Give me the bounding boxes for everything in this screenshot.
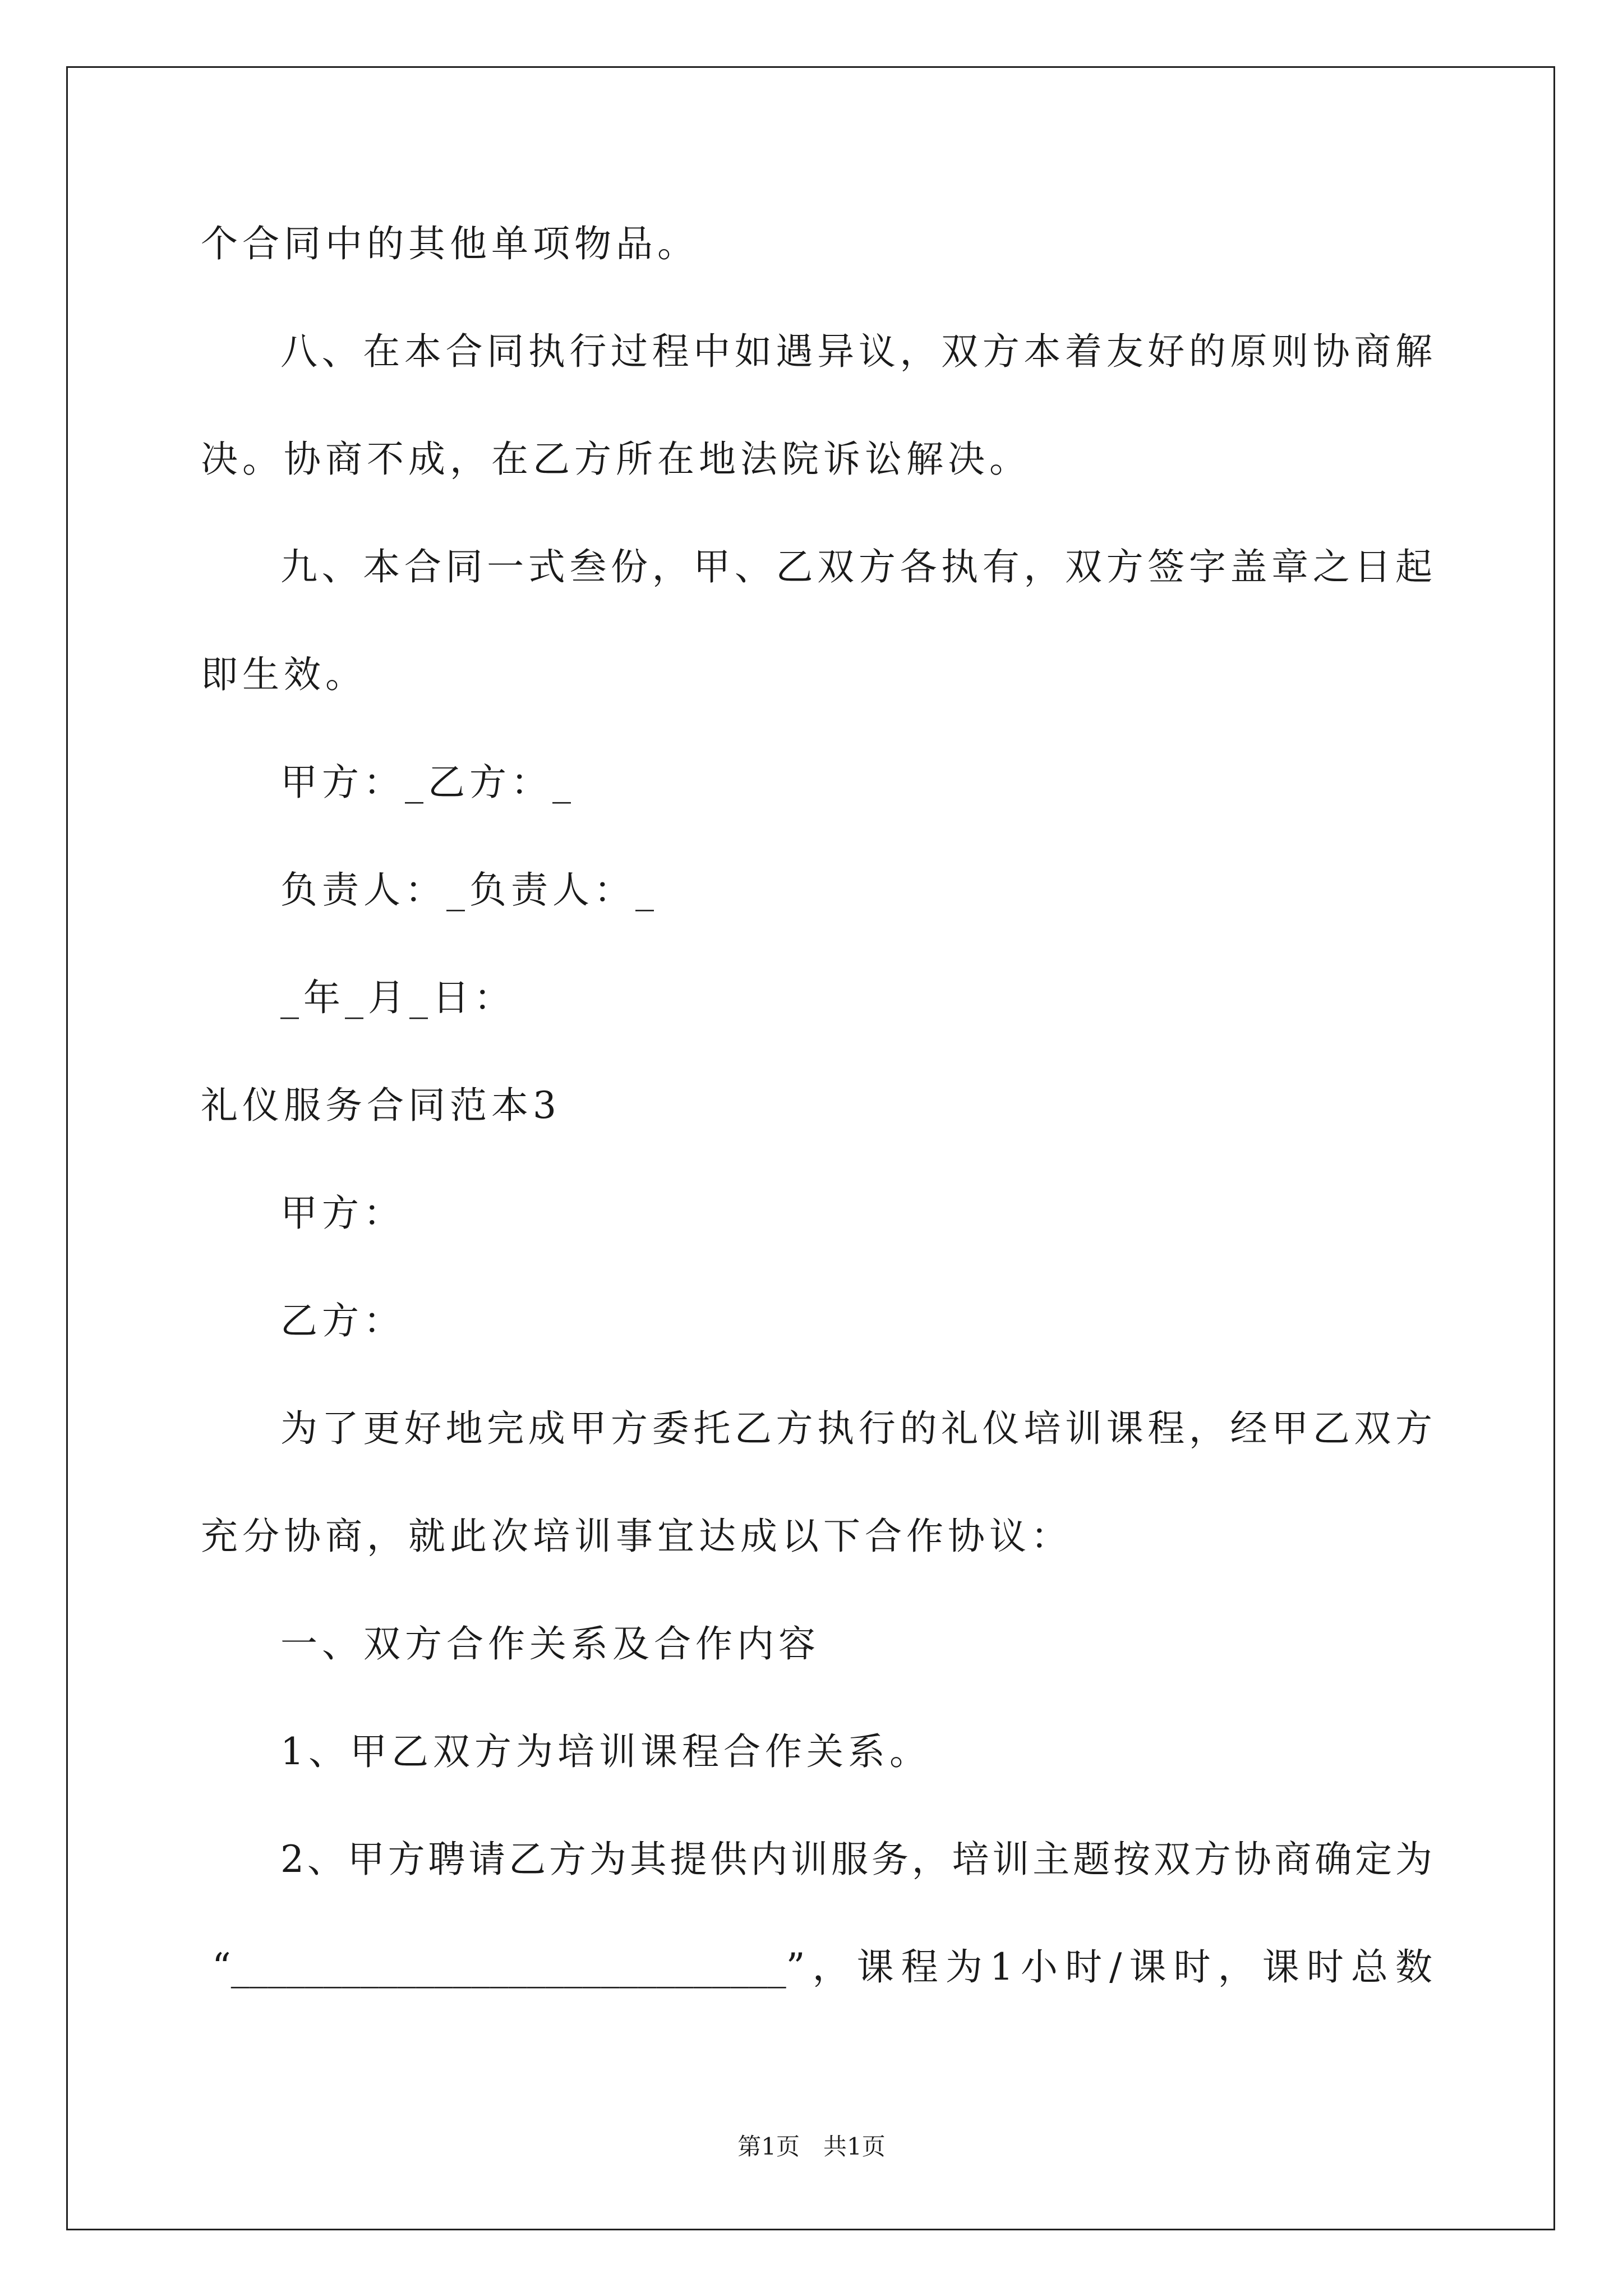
party-b-line: 乙方： (280, 1299, 405, 1342)
clause-item-1: 1、甲乙双方为培训课程合作关系。 (280, 1730, 931, 1773)
text-line-17: “______________________________”，课程为1小时/课时，课时总数 (212, 1945, 1432, 1989)
signature-date-line: _年_月_日： (280, 976, 515, 1019)
clause-item-2: 2、甲方聘请乙方为其提供内训服务，培训主题按双方协商确定为 (280, 1838, 1432, 1881)
signature-responsible-line: 负责人：_负责人：_ (280, 868, 658, 912)
text-line-13: 充分协商，就此次培训事宜达成以下合作协议： (201, 1515, 1072, 1558)
text-line-12: 为了更好地完成甲方委托乙方执行的礼仪培训课程，经甲乙双方 (280, 1407, 1432, 1450)
text-line-3: 决。协商不成，在乙方所在地法院诉讼解决。 (201, 438, 1031, 481)
signature-parties-line: 甲方：_乙方：_ (280, 761, 575, 804)
text-line-2: 八、在本合同执行过程中如遇异议，双方本着友好的原则协商解 (280, 330, 1432, 373)
page-border (66, 66, 1555, 2230)
party-a-line: 甲方： (280, 1191, 405, 1235)
text-line-5: 即生效。 (201, 653, 367, 696)
section-heading: 礼仪服务合同范本3 (201, 1084, 561, 1127)
page-footer: 第1页 共1页 (737, 2133, 886, 2160)
text-line-1: 个合同中的其他单项物品。 (201, 222, 699, 265)
text-line-4: 九、本合同一式叁份，甲、乙双方各执有，双方签字盖章之日起 (280, 545, 1432, 588)
clause-heading: 一、双方合作关系及合作内容 (280, 1622, 820, 1665)
